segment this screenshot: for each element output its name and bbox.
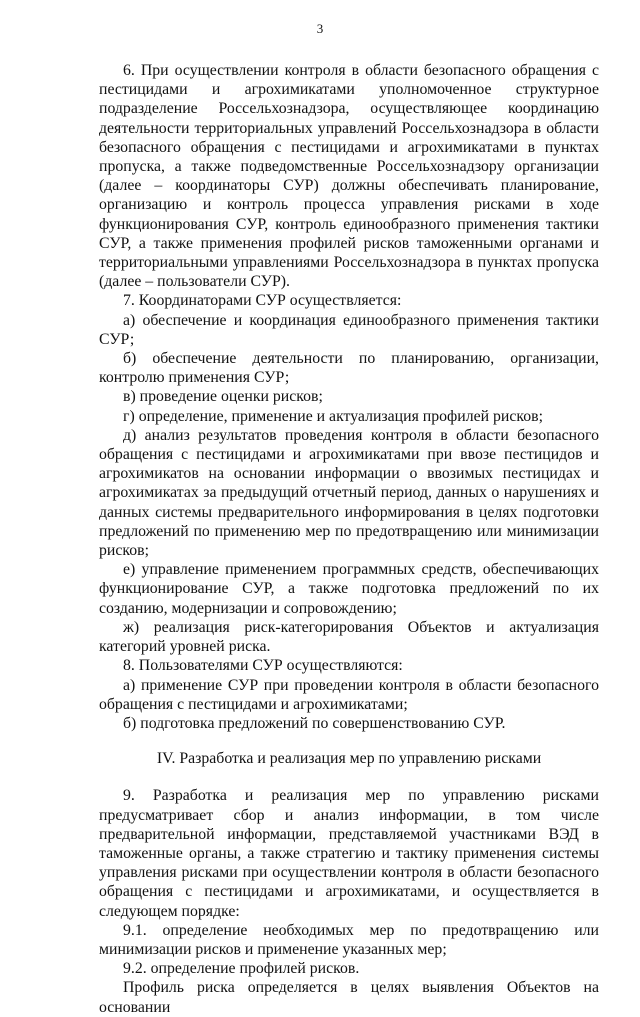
paragraph-7-a: а) обеспечение и координация единообразного применения тактики СУР; [99,311,599,348]
paragraph-7-g: г) определение, применение и актуализация профилей рисков; [123,407,543,425]
paragraph-8-a: а) применение СУР при проведении контроля в области безопасного обращения с пестицидами и агрохимикатами; [99,676,599,713]
paragraph-9-1: 9.1. определение необходимых мер по предотвращению или минимизации рисков и применение указанных мер; [99,921,599,958]
paragraph-7-v: в) проведение оценки рисков; [123,388,323,406]
paragraph-7-d: д) анализ результатов проведения контроля в области безопасного обращения с пестицидами и агрохимикатами при ввозе пестицидов и агрохимикатов на основании информации о ввозимых пестицидах и агрохимикатах за предыдущий отчетный период, данных о нарушениях и данных системы предварительного информирования в целях подготовки предложений по применению мер по предотвращению или минимизации рисков; [99,426,599,560]
paragraph-7-zh: ж) реализация риск-категорирования Объектов и актуализация категорий уровней риска. [99,618,599,656]
paragraph-7-e: е) управление применением программных средств, обеспечивающих функционирование СУР, а также подготовка предложений по их созданию, модернизации и сопровождению; [99,561,599,617]
paragraph-9-2: 9.2. определение профилей рисков. [123,960,360,978]
paragraph-9: 9. Разработка и реализация мер по управлению рисками предусматривает сбор и анализ информации, в том числе предварительной информации, представляемой участниками ВЭД в таможенные органы, а также стратегию и тактику применения системы управления рисками при осуществлении контроля в области безопасного обращения с пестицидами и агрохимикатами, и осуществляется в следующем порядке: [99,787,599,920]
paragraph-7: 7. Координаторами СУР осуществляется: [123,292,402,310]
paragraph-8-b: б) подготовка предложений по совершенствованию СУР. [123,714,506,732]
section-heading: IV. Разработка и реализация мер по управлению рисками [156,750,542,768]
paragraph-risk-profile: Профиль риска определяется в целях выявления Объектов на основании [99,979,599,1016]
paragraph-8: 8. Пользователями СУР осуществляются: [123,657,403,675]
document-body [99,61,599,1017]
paragraph-7-b: б) обеспечение деятельности по планированию, организации, контролю применения СУР; [99,350,599,387]
page-number: 3 [316,21,324,36]
paragraph-6: 6. При осуществлении контроля в области безопасного обращения с пестицидами и агрохимикатами уполномоченное структурное подразделение Россельхознадзора, осуществляющее координацию деятельности территориальных управлений Россельхознадзора в области безопасного обращения с пестицидами и агрохимикатами в пунктах пропуска, а также подведомственные Россельхознадзору организации (далее – координаторы СУР) должны обеспечивать планирование, организацию и контроль процесса управления рисками в ходе функционирования СУР, контроль единообразного применения тактики СУР, а также применения профилей рисков таможенными органами и территориальными управлениями Россельхознадзора в пунктах пропуска (далее – пользователи СУР). [99,62,599,291]
